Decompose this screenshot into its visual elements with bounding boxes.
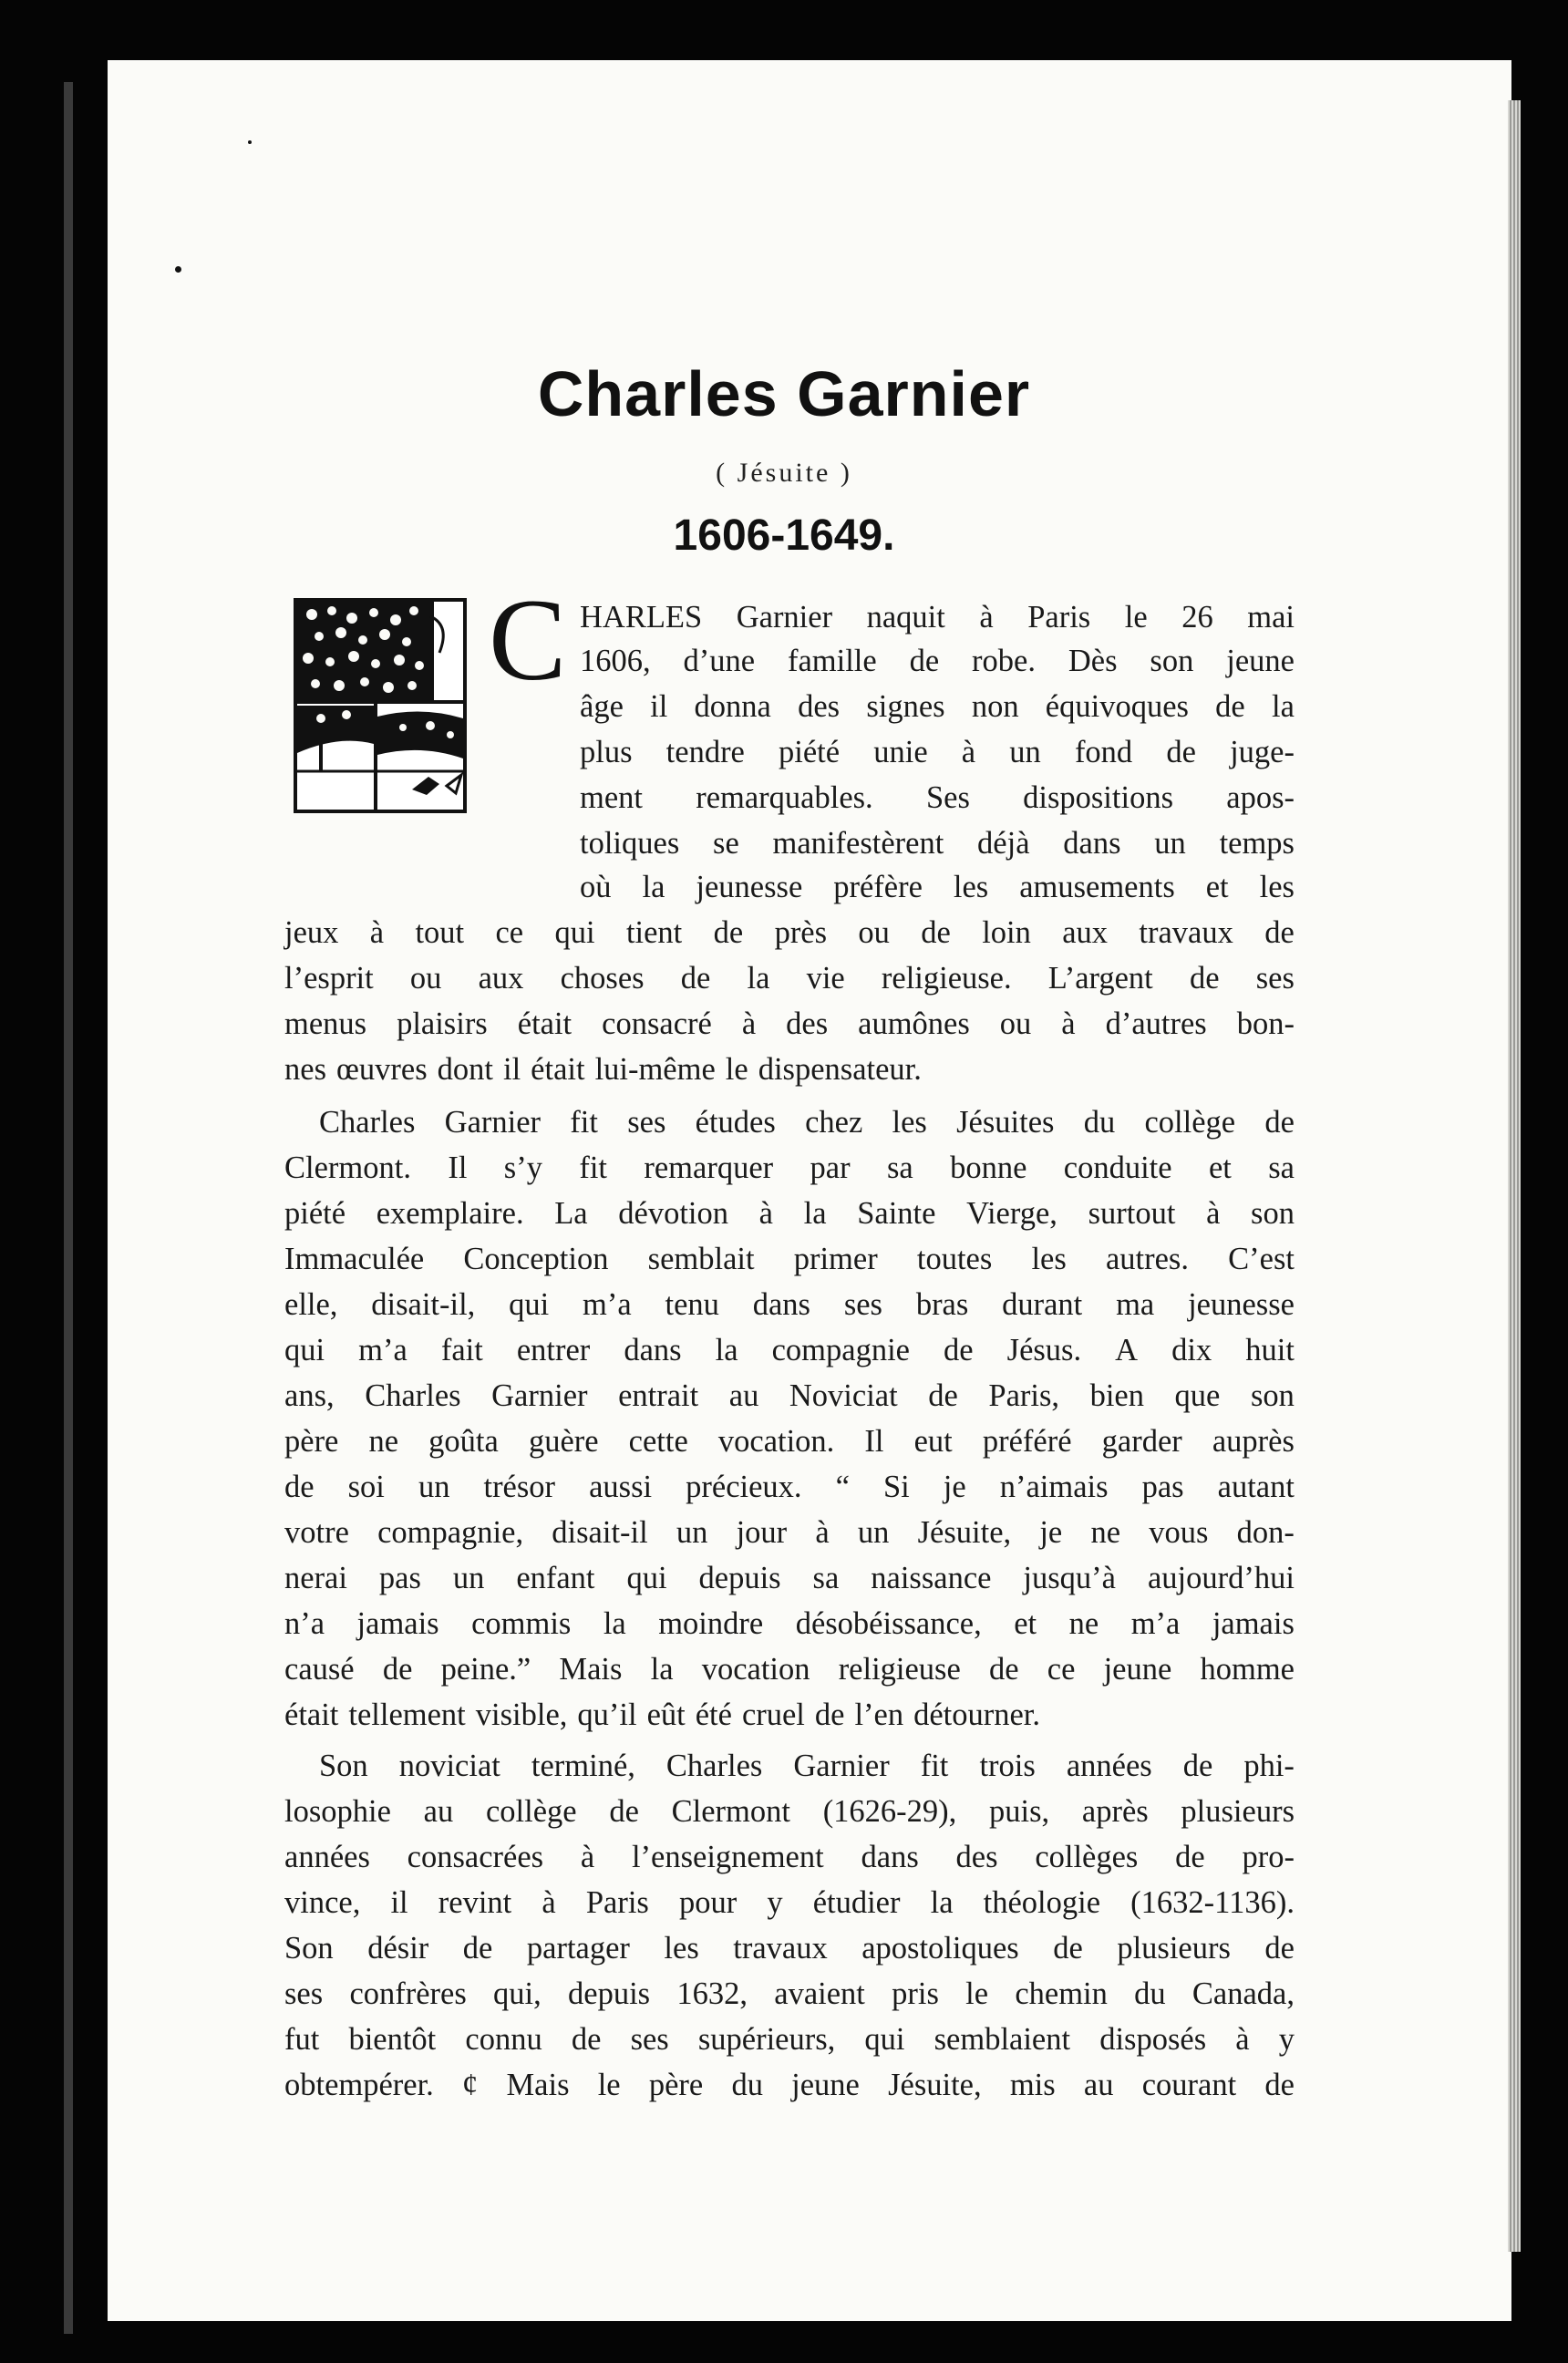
text-line: n’a jamais commis la moindre désobéissance, et ne m’a jamais xyxy=(284,1606,1295,1641)
text-line: était tellement visible, qu’il eût été cruel de l’en détourner. xyxy=(284,1697,1041,1732)
page-title: Charles Garnier xyxy=(537,358,1031,429)
text-line: vince, il revint à Paris pour y étudier la théologie (1632-1136). xyxy=(284,1885,1295,1920)
text-line: losophie au collège de Clermont (1626-29), puis, après plusieurs xyxy=(284,1794,1295,1829)
text-line: causé de peine.” Mais la vocation religieuse de ce jeune homme xyxy=(284,1652,1295,1687)
text-line: HARLES Garnier naquit à Paris le 26 mai xyxy=(580,600,1295,635)
text-line: 1606, d’une famille de robe. Dès son jeune xyxy=(580,644,1295,678)
text-line: nerai pas un enfant qui depuis sa naissance jusqu’à aujourd’hui xyxy=(284,1561,1295,1595)
text-line: Son noviciat terminé, Charles Garnier fit trois années de phi- xyxy=(319,1749,1295,1783)
text-line: Son désir de partager les travaux apostoliques de plusieurs de xyxy=(284,1931,1295,1966)
text-line: l’esprit ou aux choses de la vie religieuse. L’argent de ses xyxy=(284,961,1295,996)
text-line: jeux à tout ce qui tient de près ou de loin aux travaux de xyxy=(284,915,1295,950)
text-line: votre compagnie, disait-il un jour à un Jésuite, je ne vous don- xyxy=(284,1515,1295,1550)
text-line: toliques se manifestèrent déjà dans un temps xyxy=(580,826,1295,861)
page-subtitle: ( Jésuite ) xyxy=(716,458,852,488)
text-line: piété exemplaire. La dévotion à la Sainte Vierge, surtout à son xyxy=(284,1196,1295,1231)
text-line: nes œuvres dont il était lui-même le dispensateur. xyxy=(284,1052,922,1087)
text-line: qui m’a fait entrer dans la compagnie de Jésus. A dix huit xyxy=(284,1333,1295,1367)
text-line: Immaculée Conception semblait primer toutes les autres. C’est xyxy=(284,1242,1295,1276)
text-line: ses confrères qui, depuis 1632, avaient pris le chemin du Canada, xyxy=(284,1976,1295,2011)
text-line: âge il donna des signes non équivoques de la xyxy=(580,689,1295,724)
text-line: obtempérer. ¢ Mais le père du jeune Jésuite, mis au courant de xyxy=(284,2068,1295,2102)
text-line: où la jeunesse préfère les amusements et les xyxy=(580,870,1295,904)
text-line: plus tendre piété unie à un fond de juge- xyxy=(580,735,1295,769)
text-line: père ne goûta guère cette vocation. Il eut préféré garder auprès xyxy=(284,1424,1295,1459)
life-dates: 1606-1649. xyxy=(673,511,895,560)
text-line: fut bientôt connu de ses supérieurs, qui semblaient disposés à y xyxy=(284,2022,1295,2057)
text-line: ment remarquables. Ses dispositions apos- xyxy=(580,780,1295,815)
text-line: elle, disait-il, qui m’a tenu dans ses bras durant ma jeunesse xyxy=(284,1287,1295,1322)
text-line: années consacrées à l’enseignement dans des collèges de pro- xyxy=(284,1840,1295,1874)
text-line: de soi un trésor aussi précieux. “ Si je n’aimais pas autant xyxy=(284,1470,1295,1504)
text-line: menus plaisirs était consacré à des aumônes ou à d’autres bon- xyxy=(284,1006,1295,1041)
text-line: Charles Garnier fit ses études chez les Jésuites du collège de xyxy=(319,1105,1295,1140)
text-line: ans, Charles Garnier entrait au Noviciat de Paris, bien que son xyxy=(284,1378,1295,1413)
drop-cap: C xyxy=(489,575,567,705)
text-line: Clermont. Il s’y fit remarquer par sa bonne conduite et sa xyxy=(284,1151,1295,1185)
